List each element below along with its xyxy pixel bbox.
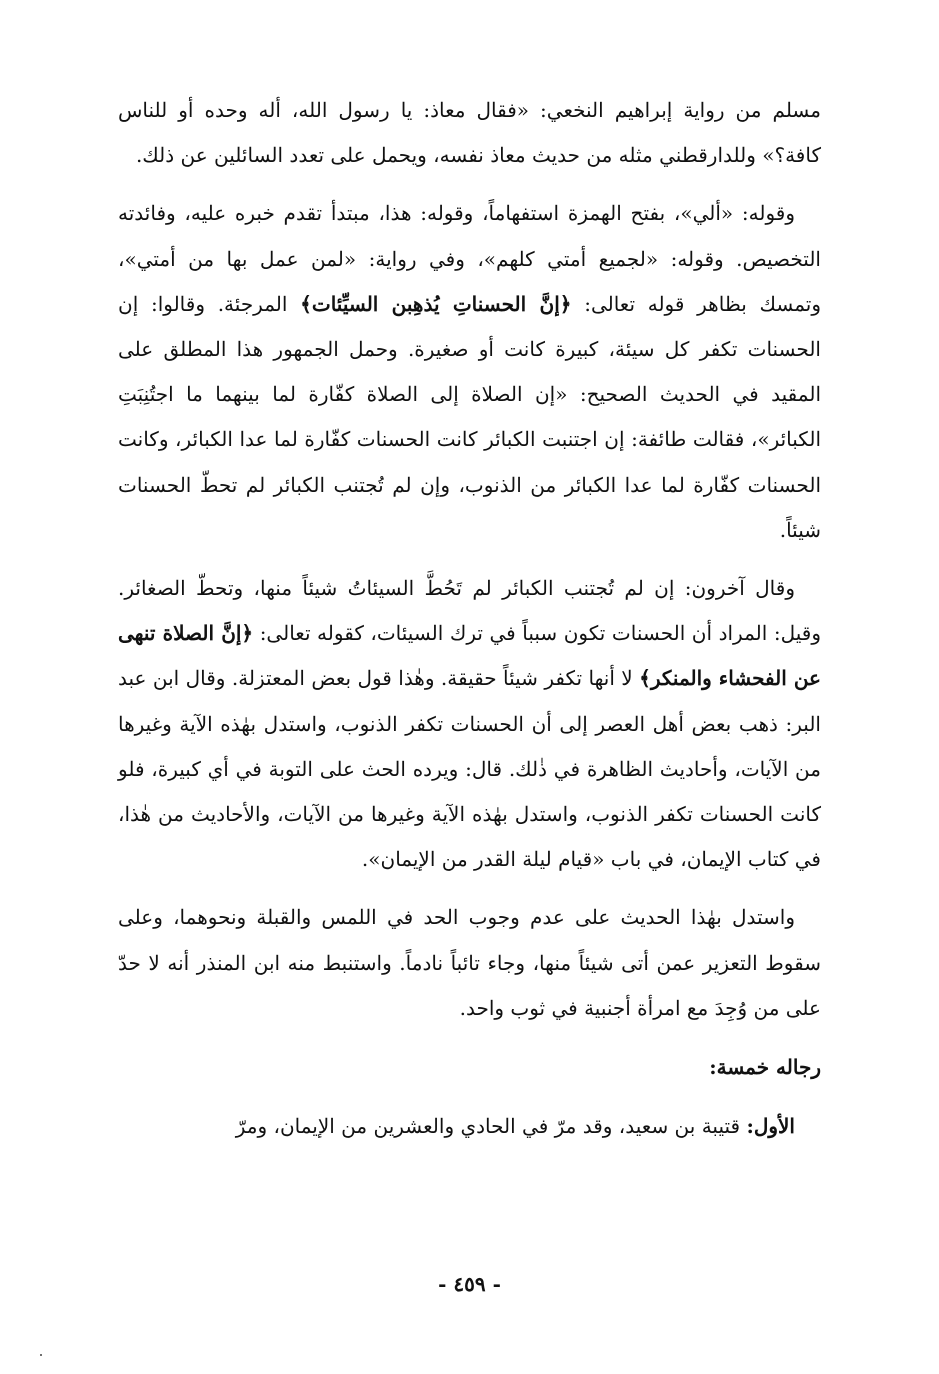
paragraph-gap xyxy=(118,882,821,895)
paragraph-2 xyxy=(118,191,821,553)
paragraph-3-text-after: لا أنها تكفر شيئاً حقيقة. وهٰذا قول بعض المعتزلة. وقال ابن عبد البر: ذهب بعض أهل العصر إلى أن الحسنات تكفر الذنوب، واستدل بهٰذه الآية وغيرها من الآيات، وأحاديث الظاهرة في ذٰلك. قال: ويرده الحث على التوبة في أي كبيرة، فلو كانت الحسنات تكفر الذنوب، واستدل بهٰذه الآية وغيرها من الآيات، والأحاديث من هٰذا، في كتاب الإيمان، في باب «قيام ليلة القدر من الإيمان». xyxy=(118,666,821,872)
page-body xyxy=(118,88,821,1149)
section-heading: رجاله خمسة: xyxy=(709,1055,821,1080)
paragraph-gap xyxy=(118,1031,821,1045)
paragraph-2-text-after: المرجئة. وقالوا: إن الحسنات تكفر كل سيئة، كبيرة كانت أو صغيرة. وحمل الجمهور هذا المطلق على المقيد في الحديث الصحيح: «إن الصلاة إلى الصلاة كفّارة لما بينهما ما اجتُنِبَتِ الكبائر»، فقالت طائفة: إن اجتنبت الكبائر كانت الحسنات كفّارة لما عدا الكبائر، وكانت الحسنات كفّارة لما عدا الكبائر من الذنوب، وإن لم تُجتنب الكبائر لم تحطّ الحسنات شيئاً. xyxy=(118,291,821,542)
quran-verse-1: ﴿إنَّ الحسناتِ يُذهِبن السيِّئات﴾ xyxy=(300,291,572,316)
paragraph-1: مسلم من رواية إبراهيم النخعي: «فقال معاذ: يا رسول الله، أله وحده أو للناس كافة؟» وللدارقطني مثله من حديث معاذ نفسه، ويحمل على تعدد السائلين عن ذلك. xyxy=(118,98,821,168)
scan-speck xyxy=(40,1354,42,1356)
narrator-entry xyxy=(118,1104,821,1149)
paragraph-gap xyxy=(118,1090,821,1104)
page-number: - ٤٥٩ - xyxy=(438,1272,501,1296)
narrator-text: قتيبة بن سعيد، وقد مرّ في الحادي والعشرين من الإيمان، ومرّ xyxy=(235,1114,747,1139)
paragraph-gap xyxy=(118,178,821,191)
paragraph-3 xyxy=(118,566,821,882)
quran-verse-2: ﴿إنَّ الصلاة تنهى عن الفحشاء والمنكر﴾ xyxy=(118,621,821,691)
paragraph-gap xyxy=(118,553,821,566)
paragraph-4: واستدل بهٰذا الحديث على عدم وجوب الحد في اللمس والقبلة ونحوهما، وعلى سقوط التعزير عمن أتى شيئاً منها، وجاء تائباً نادماً. واستنبط منه ابن المنذر أنه لا حدّ على من وُجِدَ مع امرأة أجنبية في ثوب واحد. xyxy=(118,905,821,1020)
narrator-label: الأول: xyxy=(746,1114,795,1139)
paragraph-3-text-before: وقال آخرون: إن لم تُجتنب الكبائر لم تَحُطَّ السيئاتُ شيئاً منها، وتحطّ الصغائر. وقيل: المراد أن الحسنات تكون سبباً في ترك السيئات، كقوله تعالى: xyxy=(118,576,821,646)
paragraph-2-text-before: وقوله: «ألي»، بفتح الهمزة استفهاماً، وقوله: هذا، مبتدأ تقدم خبره عليه، وفائدته التخصيص. وقوله: «لجميع أمتي كلهم»، وفي رواية: «لمن عمل بها من أمتي»، وتمسك بظاهر قوله تعالى: xyxy=(118,201,821,316)
